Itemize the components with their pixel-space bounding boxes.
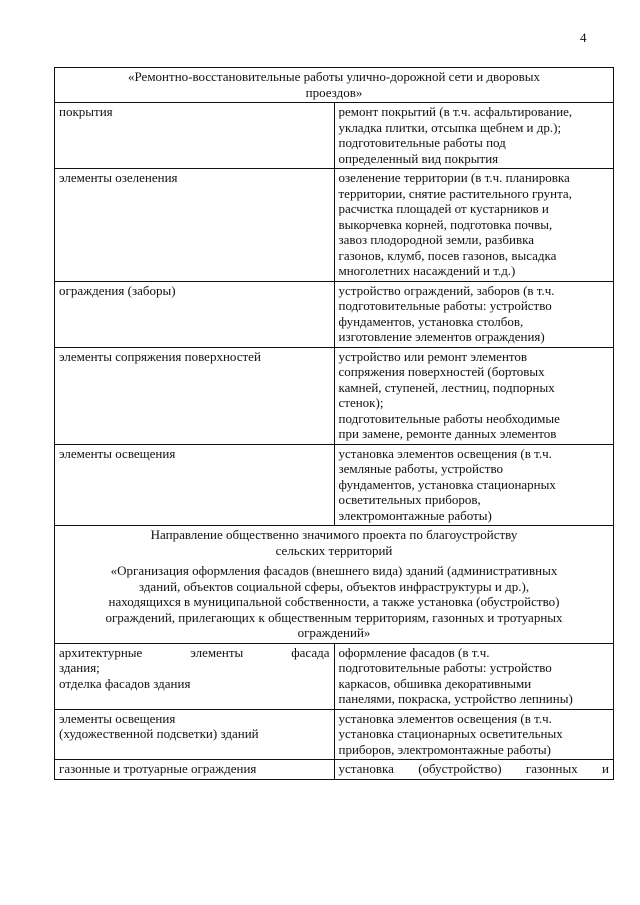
element-name: (художественной подсветки) зданий (59, 726, 259, 741)
element-name: элементы сопряжения поверхностей (59, 348, 261, 364)
works-cell (334, 281, 614, 347)
table-row (55, 103, 614, 169)
element-name: элементы озеленения (59, 170, 178, 185)
works-line: территории, снятие растительного грунта, (338, 185, 572, 201)
element-name: здания; (59, 660, 100, 675)
table-row (55, 281, 614, 347)
section-subtitle-line: «Организация оформления фасадов (внешнего вида) зданий (административных (110, 563, 558, 578)
works-line: установка элементов освещения (в т.ч. (338, 445, 552, 461)
element-name: покрытия (59, 104, 113, 119)
works-line: фундаментов, установка стационарных (338, 476, 556, 492)
section-header-facades (55, 526, 614, 644)
works-line: при замене, ремонте данных элементов (338, 426, 557, 441)
works-line: каркасов, обшивка декоративными (338, 675, 532, 691)
element-name: газонные и тротуарные ограждения (59, 761, 257, 776)
works-cell (334, 347, 614, 444)
works-line: устройство ограждений, заборов (в т.ч. (338, 282, 555, 298)
element-name: ограждения (заборы) (59, 282, 176, 298)
section-header-row (55, 68, 614, 103)
section-header-road-works (55, 68, 614, 103)
works-line: подготовительные работы под (338, 135, 506, 150)
section-subtitle-line: зданий, объектов социальной сферы, объектов инфраструктуры и др.), (138, 578, 530, 594)
works-line: панелями, покраска, устройство лепнины) (338, 691, 573, 706)
section-header-row (55, 526, 614, 644)
works-cell (334, 709, 614, 760)
element-name: элементы освещения (59, 710, 176, 726)
works-line: расчистка площадей от кустарников и (338, 201, 549, 216)
works-cell (334, 169, 614, 282)
works-line: укладка плитки, отсыпка щебнем и др.); (338, 119, 562, 135)
table-row (55, 347, 614, 444)
element-cell (55, 169, 335, 282)
element-cell (55, 103, 335, 169)
works-table (54, 67, 614, 780)
page-number: 4 (580, 30, 587, 45)
element-cell (55, 709, 335, 760)
works-line: электромонтажные работы) (338, 507, 492, 523)
works-line: ремонт покрытий (в т.ч. асфальтирование, (338, 104, 573, 119)
works-cell (334, 444, 614, 526)
header-line: проездов» (305, 84, 363, 100)
works-line: изготовление элементов ограждения) (338, 329, 545, 344)
works-line: определенный вид покрытия (338, 150, 499, 166)
section-title (59, 527, 609, 558)
section-title-line: сельских территорий (275, 542, 393, 558)
table-row (55, 169, 614, 282)
works-line: подготовительные работы необходимые (338, 410, 560, 426)
header-line: «Ремонтно-восстановительные работы улично-дорожной сети и дворовых (128, 69, 540, 84)
section-title-line: Направление общественно значимого проекта по благоустройству (150, 527, 518, 542)
section-subtitle-line: ограждений, прилегающих к общественным территориям, газонных и тротуарных (105, 609, 563, 625)
works-line: озеленение территории (в т.ч. планировка (338, 170, 570, 185)
element-name: элементы освещения (59, 445, 176, 461)
element-cell (55, 643, 335, 709)
element-cell (55, 444, 335, 526)
element-cell (55, 347, 335, 444)
element-name: отделка фасадов здания (59, 675, 191, 691)
table-row (55, 760, 614, 780)
table-row (55, 643, 614, 709)
works-line: выкорчевка корней, подготовка почвы, (338, 216, 553, 232)
section-subtitle-line: находящихся в муниципальной собственности, а также установка (обустройство) (108, 594, 560, 609)
works-line: стенок); (338, 395, 384, 410)
section-subtitle (59, 563, 609, 641)
works-line: завоз плодородной земли, разбивка (338, 232, 535, 247)
works-cell (334, 643, 614, 709)
works-line: устройство или ремонт элементов (338, 348, 528, 364)
works-line: приборов, электромонтажные работы) (338, 741, 551, 757)
works-line: подготовительные работы: устройство (338, 660, 552, 675)
works-line: земляные работы, устройство (338, 461, 504, 476)
works-line: установка (обустройство) газонных и (338, 761, 609, 776)
works-line: установка стационарных осветительных (338, 726, 563, 741)
works-line: оформление фасадов (в т.ч. (338, 644, 490, 660)
works-cell (334, 760, 614, 780)
works-line: камней, ступеней, лестниц, подпорных (338, 379, 555, 395)
element-name: архитектурные элементы фасада (59, 644, 330, 660)
works-cell (334, 103, 614, 169)
element-cell (55, 760, 335, 780)
works-line: фундаментов, установка столбов, (338, 313, 524, 329)
works-line: осветительных приборов, (338, 492, 481, 507)
works-line: установка элементов освещения (в т.ч. (338, 710, 552, 726)
table-row (55, 444, 614, 526)
table-row (55, 709, 614, 760)
section-subtitle-line: ограждений» (297, 625, 371, 640)
works-line: газонов, клумб, посев газонов, высадка (338, 247, 557, 263)
works-line: многолетних насаждений и т.д.) (338, 263, 516, 278)
element-cell (55, 281, 335, 347)
works-line: сопряжения поверхностей (бортовых (338, 364, 545, 379)
works-line: подготовительные работы: устройство (338, 298, 552, 313)
